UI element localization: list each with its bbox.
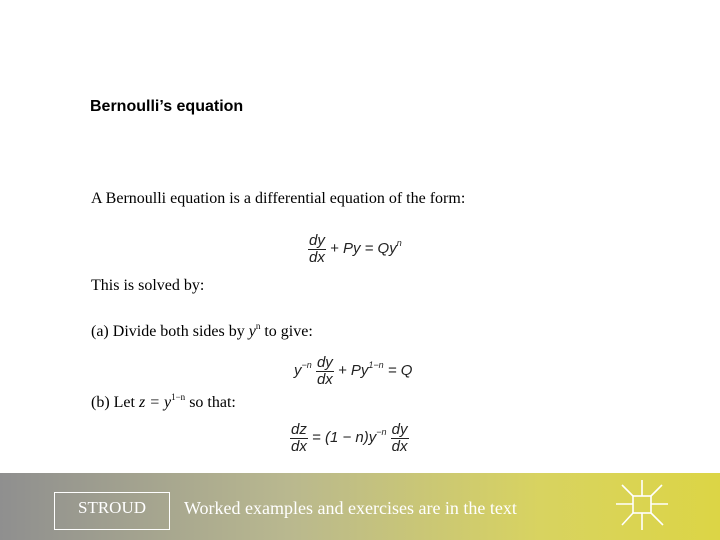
step-a-prefix: (a) Divide both sides by (91, 323, 249, 340)
equation-rhs: = Q (387, 362, 413, 380)
fraction-denominator: dx (291, 437, 307, 455)
divided-equation (294, 355, 412, 388)
exponent: −n (301, 360, 312, 371)
step-a-text (91, 321, 313, 341)
substitution-equation (290, 422, 409, 455)
equation-mid: + Py (337, 362, 369, 380)
bernoulli-equation (308, 233, 402, 266)
slide-title: Bernoulli’s equation (90, 98, 244, 115)
step-b-exp: 1−n (171, 392, 186, 402)
compass-star-icon (614, 479, 670, 531)
step-b-text (91, 392, 236, 412)
fraction-numerator: dz (291, 421, 307, 438)
equation-mid: = (1 − n)y (312, 429, 377, 447)
fraction-denominator: dx (309, 248, 325, 266)
derivative-fraction (316, 355, 334, 388)
solved-text: This is solved by: (91, 277, 205, 294)
fraction-denominator: dx (391, 437, 408, 455)
equation-rhs: + Py = Qy (330, 240, 397, 258)
step-a-suffix: to give: (260, 323, 313, 340)
fraction-numerator: dy (309, 232, 325, 249)
footer-band (0, 473, 720, 540)
step-a-exp: n (255, 321, 261, 331)
fraction-numerator: dy (391, 421, 408, 438)
derivative-fraction (290, 422, 308, 455)
fraction-denominator: dx (316, 370, 333, 388)
footer-text: Worked examples and exercises are in the text (184, 498, 517, 518)
intro-text: A Bernoulli equation is a differential equation of the form: (91, 190, 466, 207)
stroud-button[interactable]: STROUD (54, 492, 170, 530)
step-b-prefix: (b) Let (91, 394, 139, 411)
y-term: y (294, 362, 302, 380)
step-a-var: y (248, 323, 256, 340)
exponent: −n (376, 427, 387, 438)
step-b-expr: z = y (138, 394, 172, 411)
fraction-numerator: dy (316, 354, 333, 371)
step-b-suffix: so that: (185, 394, 236, 411)
derivative-fraction (308, 233, 326, 266)
derivative-fraction (391, 422, 409, 455)
exponent: 1−n (368, 360, 384, 371)
exponent: n (396, 238, 402, 249)
